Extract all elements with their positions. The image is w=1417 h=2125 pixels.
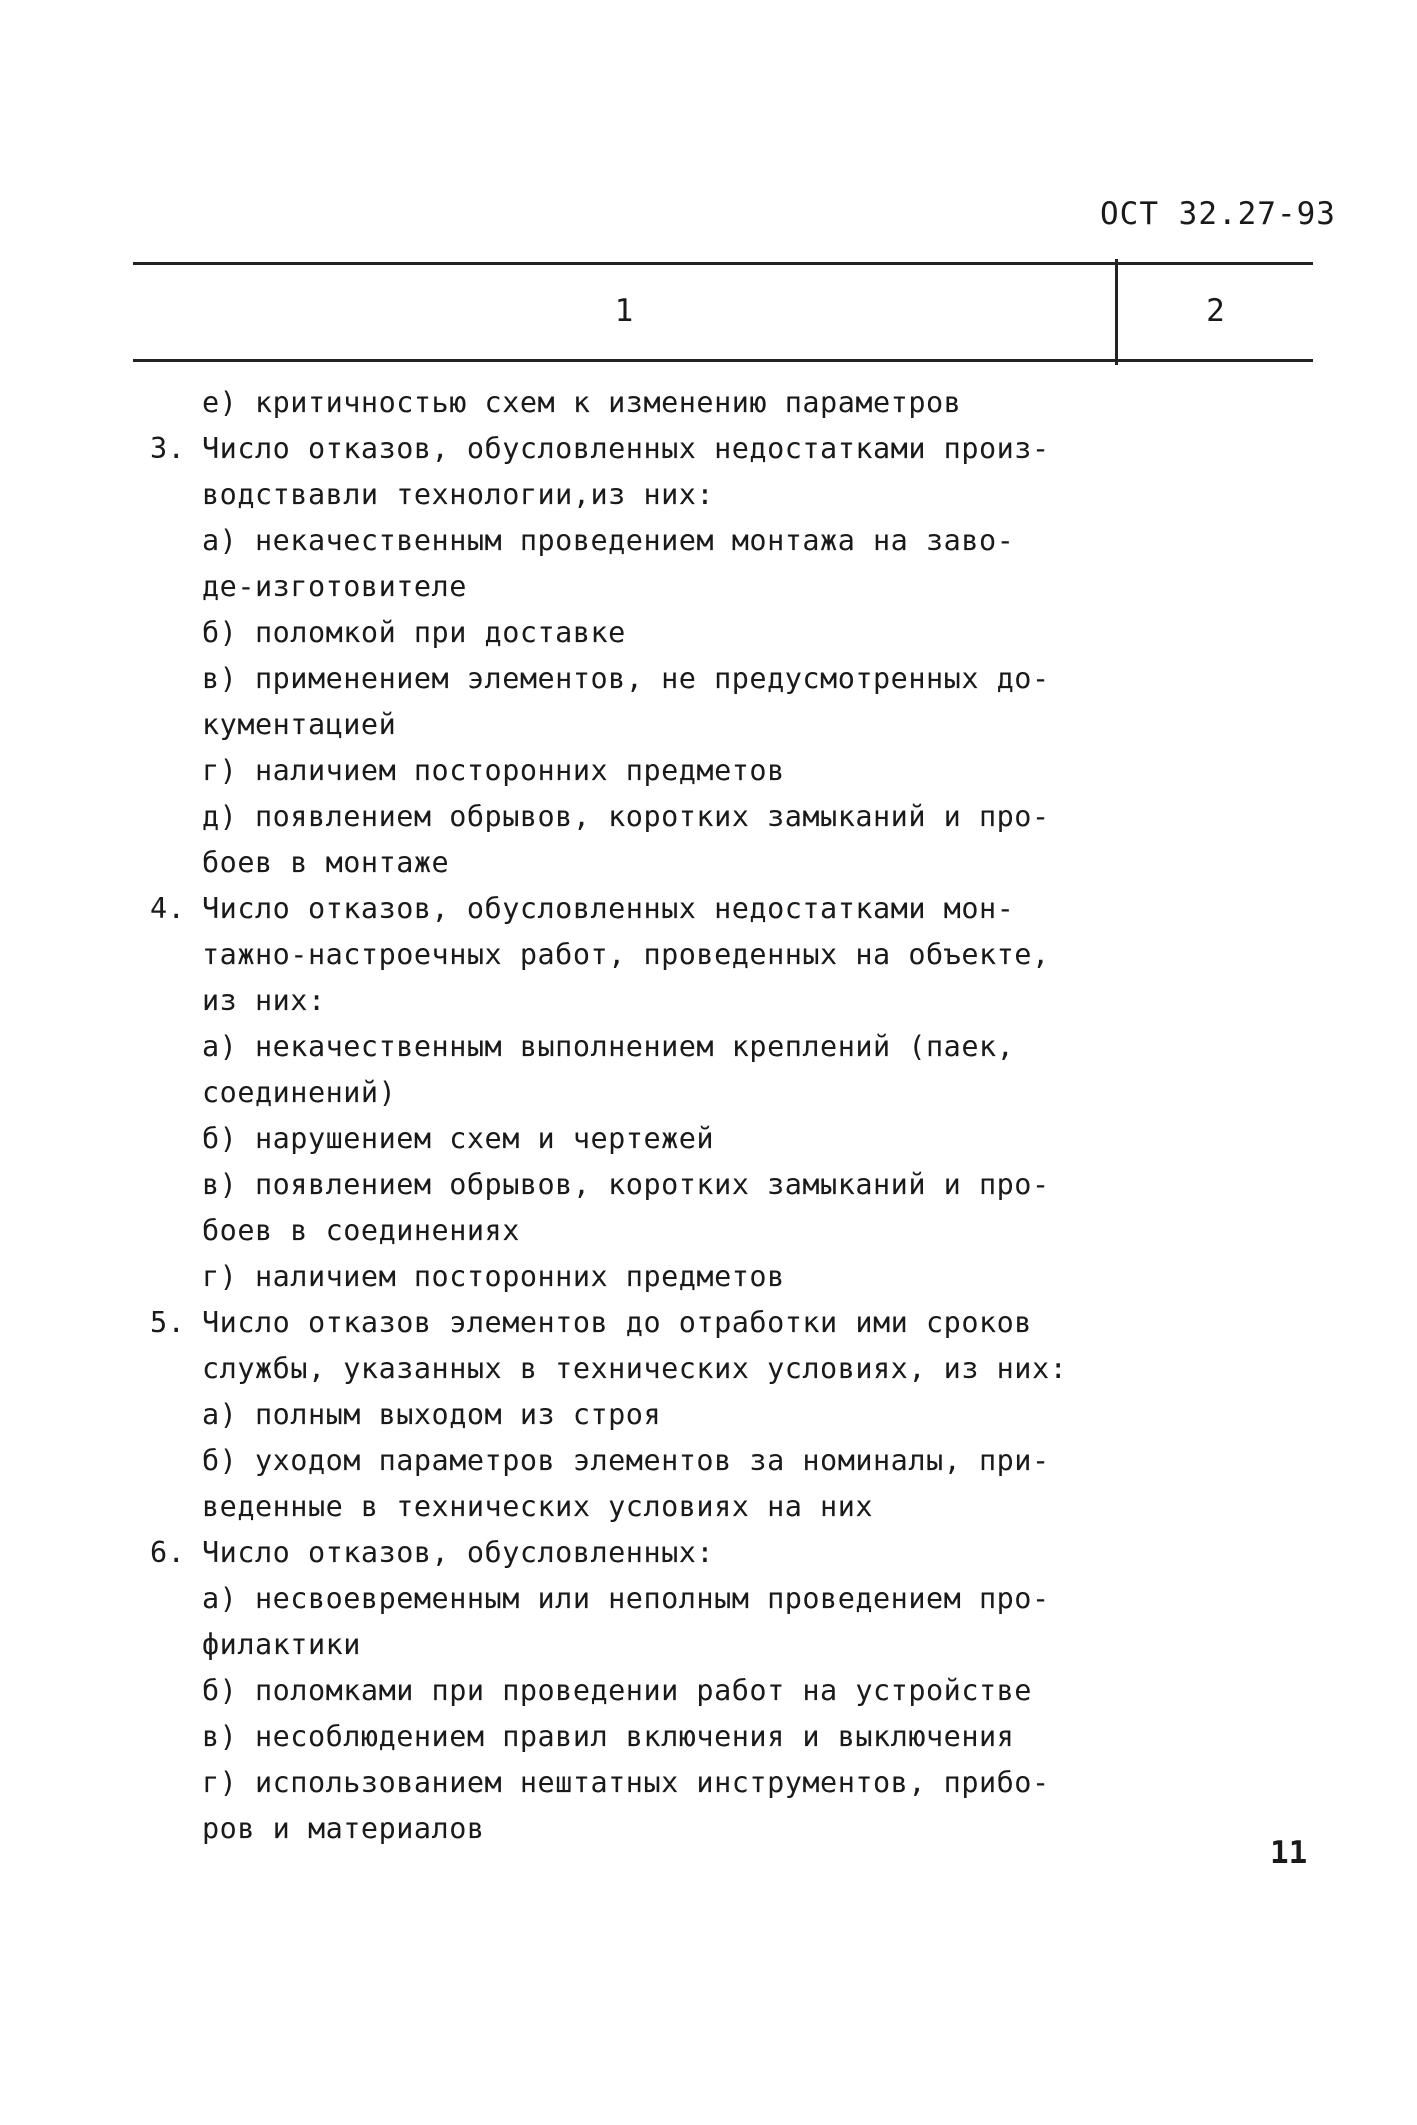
list-item-line: [150, 1024, 1090, 1070]
list-item-line: [150, 748, 1090, 794]
list-item-line: [150, 932, 1090, 978]
list-item-line: [150, 702, 1090, 748]
line-text: в) применением элементов, не предусмотренных до-: [202, 662, 1050, 695]
list-item-line: [150, 1208, 1090, 1254]
line-text: Число отказов, обусловленных:: [202, 1536, 715, 1569]
list-item-heading: [150, 426, 1090, 472]
line-text: б) уходом параметров элементов за номиналы, при-: [202, 1444, 1050, 1477]
line-text: г) использованием нештатных инструментов, прибо-: [202, 1766, 1050, 1799]
line-text: а) полным выходом из строя: [202, 1398, 662, 1431]
list-item-line: [150, 978, 1090, 1024]
document-code: ОСТ 32.27-93: [1100, 196, 1336, 232]
line-text: кументацией: [202, 708, 397, 741]
column-2-header: 2: [1206, 293, 1225, 329]
list-item-line: [150, 1576, 1090, 1622]
list-item-heading: [150, 886, 1090, 932]
document-body: [150, 380, 1090, 1852]
list-item-line: [150, 840, 1090, 886]
line-text: б) нарушением схем и чертежей: [202, 1122, 715, 1155]
column-1-header: 1: [614, 293, 634, 329]
item-number: 5.: [150, 1306, 186, 1339]
line-text: а) некачественным выполнением креплений (паек,: [202, 1030, 1015, 1063]
line-text: службы, указанных в технических условиях, из них:: [202, 1352, 1068, 1385]
line-text: Число отказов элементов до отработки ими сроков: [202, 1306, 1032, 1339]
line-text: г) наличием посторонних предметов: [202, 1260, 785, 1293]
item-number: 4.: [150, 892, 186, 925]
line-text: в) несоблюдением правил включения и выключения: [202, 1720, 1015, 1753]
list-item-line: [150, 472, 1090, 518]
list-item-line: [150, 1346, 1090, 1392]
list-item-line: [150, 1162, 1090, 1208]
list-item-line: [150, 656, 1090, 702]
line-text: г) наличием посторонних предметов: [202, 754, 785, 787]
line-text: б) поломкой при доставке: [202, 616, 626, 649]
line-text: де-изготовителе: [202, 570, 467, 603]
list-item-line: [150, 1392, 1090, 1438]
list-item-line: [150, 610, 1090, 656]
list-item-heading: [150, 1300, 1090, 1346]
list-item-line: [150, 1806, 1090, 1852]
list-item-line: [150, 1760, 1090, 1806]
line-text: Число отказов, обусловленных недостатками мон-: [202, 892, 1015, 925]
list-item-line: [150, 1668, 1090, 1714]
line-text: из них:: [202, 984, 326, 1017]
list-item-line: [150, 1438, 1090, 1484]
list-item-line: [150, 1484, 1090, 1530]
line-text: д) появлением обрывов, коротких замыканий и про-: [202, 800, 1050, 833]
line-text: в) появлением обрывов, коротких замыканий и про-: [202, 1168, 1050, 1201]
item-number: 3.: [150, 432, 186, 465]
list-item-line: [150, 794, 1090, 840]
line-text: ров и материалов: [202, 1812, 485, 1845]
list-item-line: [150, 1254, 1090, 1300]
line-text: а) несвоевременным или неполным проведением про-: [202, 1582, 1050, 1615]
line-text: б) поломками при проведении работ на устройстве: [202, 1674, 1032, 1707]
list-item-line: [150, 380, 1090, 426]
line-text: веденные в технических условиях на них: [202, 1490, 874, 1523]
line-text: е) критичностью схем к изменению параметров: [202, 386, 962, 419]
line-text: боев в соединениях: [202, 1214, 520, 1247]
list-item-line: [150, 1070, 1090, 1116]
table-header: [133, 262, 1313, 362]
line-text: Число отказов, обусловленных недостатками произ-: [202, 432, 1050, 465]
page-number: 11: [1270, 1835, 1308, 1871]
line-text: соединений): [202, 1076, 397, 1109]
list-item-heading: [150, 1530, 1090, 1576]
list-item-line: [150, 564, 1090, 610]
list-item-line: [150, 1714, 1090, 1760]
line-text: боев в монтаже: [202, 846, 450, 879]
line-text: а) некачественным проведением монтажа на заво-: [202, 524, 1015, 557]
line-text: водствавли технологии,из них:: [202, 478, 715, 511]
item-number: 6.: [150, 1536, 186, 1569]
list-item-line: [150, 1622, 1090, 1668]
line-text: тажно-настроечных работ, проведенных на объекте,: [202, 938, 1050, 971]
line-text: филактики: [202, 1628, 361, 1661]
list-item-line: [150, 518, 1090, 564]
list-item-line: [150, 1116, 1090, 1162]
